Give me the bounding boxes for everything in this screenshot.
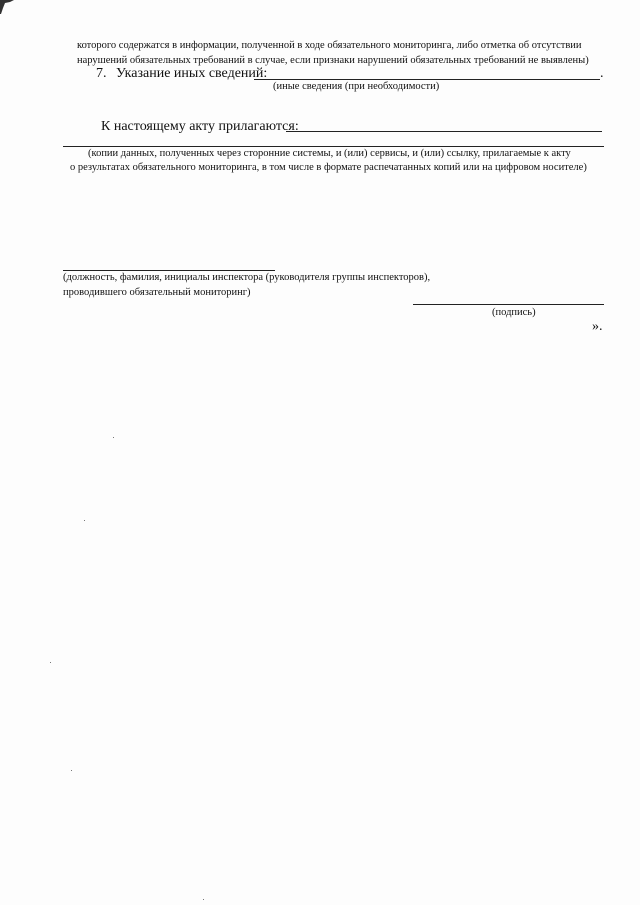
item-7-fill-line bbox=[254, 79, 600, 80]
attachments-caption-line-1: (копии данных, полученных через сторонние системы, и (или) сервисы, и (или) ссылку, прилагаемые к акту bbox=[88, 148, 571, 159]
scan-speck bbox=[203, 899, 204, 900]
inspector-fill-line bbox=[63, 270, 275, 271]
scan-speck bbox=[113, 437, 114, 438]
attachments-fill-line-1 bbox=[286, 131, 602, 132]
inspector-caption-line-1: (должность, фамилия, инициалы инспектора (руководителя группы инспекторов), bbox=[63, 272, 431, 283]
scan-speck bbox=[50, 662, 51, 663]
signature-fill-line bbox=[413, 304, 604, 305]
scan-corner-mark bbox=[0, 0, 14, 14]
attachments-label: К настоящему акту прилагаются: bbox=[101, 119, 299, 134]
signature-caption: (подпись) bbox=[492, 307, 536, 318]
continuation-line-2: нарушений обязательных требований в случае, если признаки нарушений обязательных требований не выявлены) bbox=[77, 55, 589, 66]
closing-mark: ». bbox=[592, 319, 603, 334]
item-7-label: Указание иных сведений: bbox=[116, 66, 268, 81]
attachments-fill-line-2 bbox=[63, 146, 604, 147]
item-7-end-mark: . bbox=[600, 66, 604, 81]
scan-speck bbox=[71, 770, 72, 771]
item-7-number: 7. bbox=[96, 66, 107, 81]
item-7-caption: (иные сведения (при необходимости) bbox=[273, 81, 440, 92]
attachments-caption-line-2: о результатах обязательного мониторинга, в том числе в формате распечатанных копий или на цифровом носителе) bbox=[70, 162, 587, 173]
scan-speck bbox=[84, 520, 85, 521]
continuation-line-1: которого содержатся в информации, полученной в ходе обязательного мониторинга, либо отметка об отсутствии bbox=[77, 40, 582, 51]
inspector-caption-line-2: проводившего обязательный мониторинг) bbox=[63, 287, 251, 298]
